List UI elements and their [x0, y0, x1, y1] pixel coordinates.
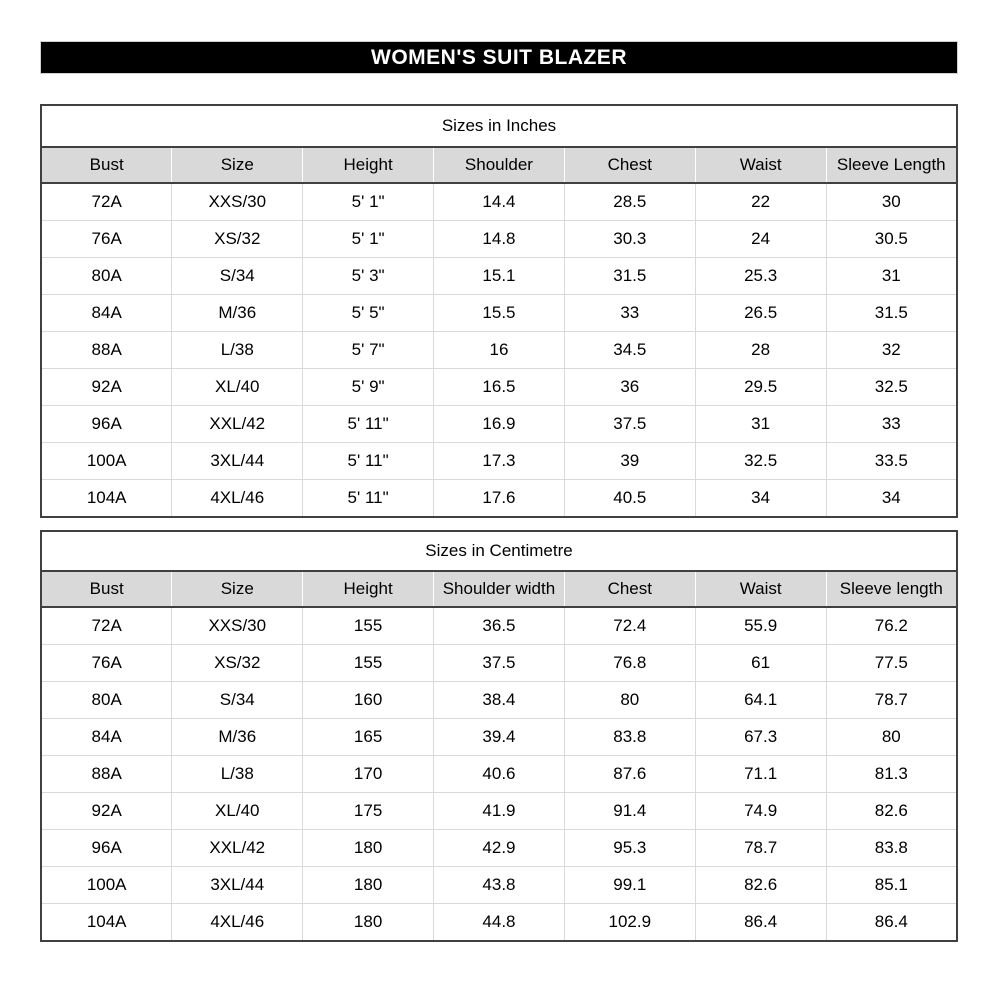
table-cell: 5' 7" — [303, 332, 434, 369]
table-cell: 16.5 — [434, 369, 565, 406]
table-cell: L/38 — [172, 756, 303, 793]
table-cell: 99.1 — [564, 867, 695, 904]
table-cell: 31.5 — [564, 258, 695, 295]
table-cell: 104A — [41, 904, 172, 942]
table-cell: 16.9 — [434, 406, 565, 443]
table-cell: 41.9 — [434, 793, 565, 830]
table-cell: 28 — [695, 332, 826, 369]
column-header: Sleeve Length — [826, 147, 957, 183]
table-cell: 91.4 — [564, 793, 695, 830]
table-cell: 104A — [41, 480, 172, 518]
table-title-row — [41, 105, 957, 147]
table-cell: L/38 — [172, 332, 303, 369]
table-cell: XL/40 — [172, 369, 303, 406]
table-cell: 32.5 — [695, 443, 826, 480]
table-cell: 14.8 — [434, 221, 565, 258]
table-cell: 37.5 — [434, 645, 565, 682]
table-row — [41, 443, 957, 480]
table-cell: 80A — [41, 682, 172, 719]
table-cell: 92A — [41, 793, 172, 830]
table-cell: 78.7 — [695, 830, 826, 867]
table-title-row — [41, 531, 957, 571]
table-cell: 29.5 — [695, 369, 826, 406]
table-cell: 85.1 — [826, 867, 957, 904]
table-cell: 3XL/44 — [172, 443, 303, 480]
table-cell: 160 — [303, 682, 434, 719]
table-cell: 39.4 — [434, 719, 565, 756]
table-row — [41, 332, 957, 369]
table-cell: 30.5 — [826, 221, 957, 258]
table-cell: 84A — [41, 295, 172, 332]
table-cell: 31 — [826, 258, 957, 295]
table-cell: 5' 11" — [303, 480, 434, 518]
table-cell: 4XL/46 — [172, 904, 303, 942]
table-cell: M/36 — [172, 719, 303, 756]
table-cell: 96A — [41, 406, 172, 443]
table-cell: 5' 3" — [303, 258, 434, 295]
table-cell: 37.5 — [564, 406, 695, 443]
column-header: Chest — [564, 571, 695, 607]
table-cell: 180 — [303, 867, 434, 904]
table-cell: 39 — [564, 443, 695, 480]
table-row — [41, 295, 957, 332]
table-cell: 155 — [303, 607, 434, 645]
table-cell: 180 — [303, 904, 434, 942]
table-row — [41, 830, 957, 867]
table-cell: 77.5 — [826, 645, 957, 682]
table-cell: XXL/42 — [172, 406, 303, 443]
table-cell: 42.9 — [434, 830, 565, 867]
table-cell: 72A — [41, 607, 172, 645]
table-cell: M/36 — [172, 295, 303, 332]
column-header-row — [41, 147, 957, 183]
table-cell: 100A — [41, 867, 172, 904]
column-header: Sleeve length — [826, 571, 957, 607]
table-cell: XXL/42 — [172, 830, 303, 867]
table-cell: 40.6 — [434, 756, 565, 793]
column-header: Waist — [695, 571, 826, 607]
table-cell: 72.4 — [564, 607, 695, 645]
table-cell: 84A — [41, 719, 172, 756]
table-cell: 87.6 — [564, 756, 695, 793]
table-cell: 44.8 — [434, 904, 565, 942]
table-cell: 76A — [41, 645, 172, 682]
table-cell: 78.7 — [826, 682, 957, 719]
table-cell: 180 — [303, 830, 434, 867]
table-cell: 86.4 — [695, 904, 826, 942]
column-header: Size — [172, 147, 303, 183]
table-cell: 76.2 — [826, 607, 957, 645]
table-row — [41, 867, 957, 904]
table-cell: XS/32 — [172, 221, 303, 258]
table-cell: 5' 1" — [303, 221, 434, 258]
table-row — [41, 369, 957, 406]
column-header: Height — [303, 571, 434, 607]
table-cell: 36 — [564, 369, 695, 406]
table-cell: 76.8 — [564, 645, 695, 682]
table-cell: 31 — [695, 406, 826, 443]
table-cell: 83.8 — [564, 719, 695, 756]
table-cell: 36.5 — [434, 607, 565, 645]
table-cell: 32.5 — [826, 369, 957, 406]
table-cell: 72A — [41, 183, 172, 221]
table-cell: 28.5 — [564, 183, 695, 221]
column-header: Chest — [564, 147, 695, 183]
table-cell: 175 — [303, 793, 434, 830]
table-cell: 64.1 — [695, 682, 826, 719]
table-cell: 33 — [564, 295, 695, 332]
column-header: Shoulder — [434, 147, 565, 183]
table-cell: 76A — [41, 221, 172, 258]
table-cell: 17.6 — [434, 480, 565, 518]
table-cell: 100A — [41, 443, 172, 480]
table-cell: XL/40 — [172, 793, 303, 830]
table-cell: 32 — [826, 332, 957, 369]
column-header: Size — [172, 571, 303, 607]
table-cell: 67.3 — [695, 719, 826, 756]
table-cell: 102.9 — [564, 904, 695, 942]
inches-size-table — [40, 104, 958, 518]
table-cell: 80 — [826, 719, 957, 756]
table-cell: 25.3 — [695, 258, 826, 295]
table-cell: 88A — [41, 756, 172, 793]
table-row — [41, 793, 957, 830]
table-cell: 55.9 — [695, 607, 826, 645]
product-title: WOMEN'S SUIT BLAZER — [371, 45, 627, 69]
table-cell: 82.6 — [826, 793, 957, 830]
table-cell: 3XL/44 — [172, 867, 303, 904]
table-cell: 26.5 — [695, 295, 826, 332]
column-header: Shoulder width — [434, 571, 565, 607]
centimetre-size-table — [40, 530, 958, 942]
table-cell: XXS/30 — [172, 183, 303, 221]
table-row — [41, 756, 957, 793]
table-cell: 33.5 — [826, 443, 957, 480]
column-header: Height — [303, 147, 434, 183]
table-row — [41, 258, 957, 295]
table-title: Sizes in Inches — [41, 105, 957, 147]
table-row — [41, 904, 957, 942]
table-row — [41, 682, 957, 719]
table-cell: 34 — [695, 480, 826, 518]
table-cell: 14.4 — [434, 183, 565, 221]
table-cell: 5' 1" — [303, 183, 434, 221]
table-cell: 30.3 — [564, 221, 695, 258]
table-cell: XXS/30 — [172, 607, 303, 645]
table-cell: 155 — [303, 645, 434, 682]
table-cell: 5' 11" — [303, 443, 434, 480]
table-row — [41, 221, 957, 258]
table-cell: 4XL/46 — [172, 480, 303, 518]
table-row — [41, 406, 957, 443]
column-header: Bust — [41, 147, 172, 183]
table-cell: 83.8 — [826, 830, 957, 867]
table-row — [41, 183, 957, 221]
table-cell: 81.3 — [826, 756, 957, 793]
table-cell: 71.1 — [695, 756, 826, 793]
table-row — [41, 645, 957, 682]
table-cell: 92A — [41, 369, 172, 406]
table-cell: S/34 — [172, 258, 303, 295]
table-cell: 34 — [826, 480, 957, 518]
table-cell: 15.1 — [434, 258, 565, 295]
table-cell: 61 — [695, 645, 826, 682]
table-cell: 43.8 — [434, 867, 565, 904]
table-row — [41, 719, 957, 756]
table-cell: 96A — [41, 830, 172, 867]
table-cell: 16 — [434, 332, 565, 369]
table-cell: 5' 9" — [303, 369, 434, 406]
table-cell: XS/32 — [172, 645, 303, 682]
table-cell: 5' 11" — [303, 406, 434, 443]
table-cell: 80A — [41, 258, 172, 295]
table-cell: 74.9 — [695, 793, 826, 830]
table-cell: 5' 5" — [303, 295, 434, 332]
table-cell: 17.3 — [434, 443, 565, 480]
column-header: Bust — [41, 571, 172, 607]
table-cell: 34.5 — [564, 332, 695, 369]
table-title: Sizes in Centimetre — [41, 531, 957, 571]
table-cell: 24 — [695, 221, 826, 258]
column-header: Waist — [695, 147, 826, 183]
table-cell: 15.5 — [434, 295, 565, 332]
table-cell: 170 — [303, 756, 434, 793]
table-cell: 38.4 — [434, 682, 565, 719]
table-cell: 82.6 — [695, 867, 826, 904]
table-cell: 165 — [303, 719, 434, 756]
table-cell: 33 — [826, 406, 957, 443]
table-cell: 80 — [564, 682, 695, 719]
table-cell: 95.3 — [564, 830, 695, 867]
table-row — [41, 480, 957, 518]
table-cell: 31.5 — [826, 295, 957, 332]
table-cell: 22 — [695, 183, 826, 221]
table-cell: 88A — [41, 332, 172, 369]
table-cell: 30 — [826, 183, 957, 221]
column-header-row — [41, 571, 957, 607]
table-row — [41, 607, 957, 645]
product-title-banner — [40, 41, 958, 74]
table-cell: 40.5 — [564, 480, 695, 518]
table-cell: S/34 — [172, 682, 303, 719]
table-cell: 86.4 — [826, 904, 957, 942]
